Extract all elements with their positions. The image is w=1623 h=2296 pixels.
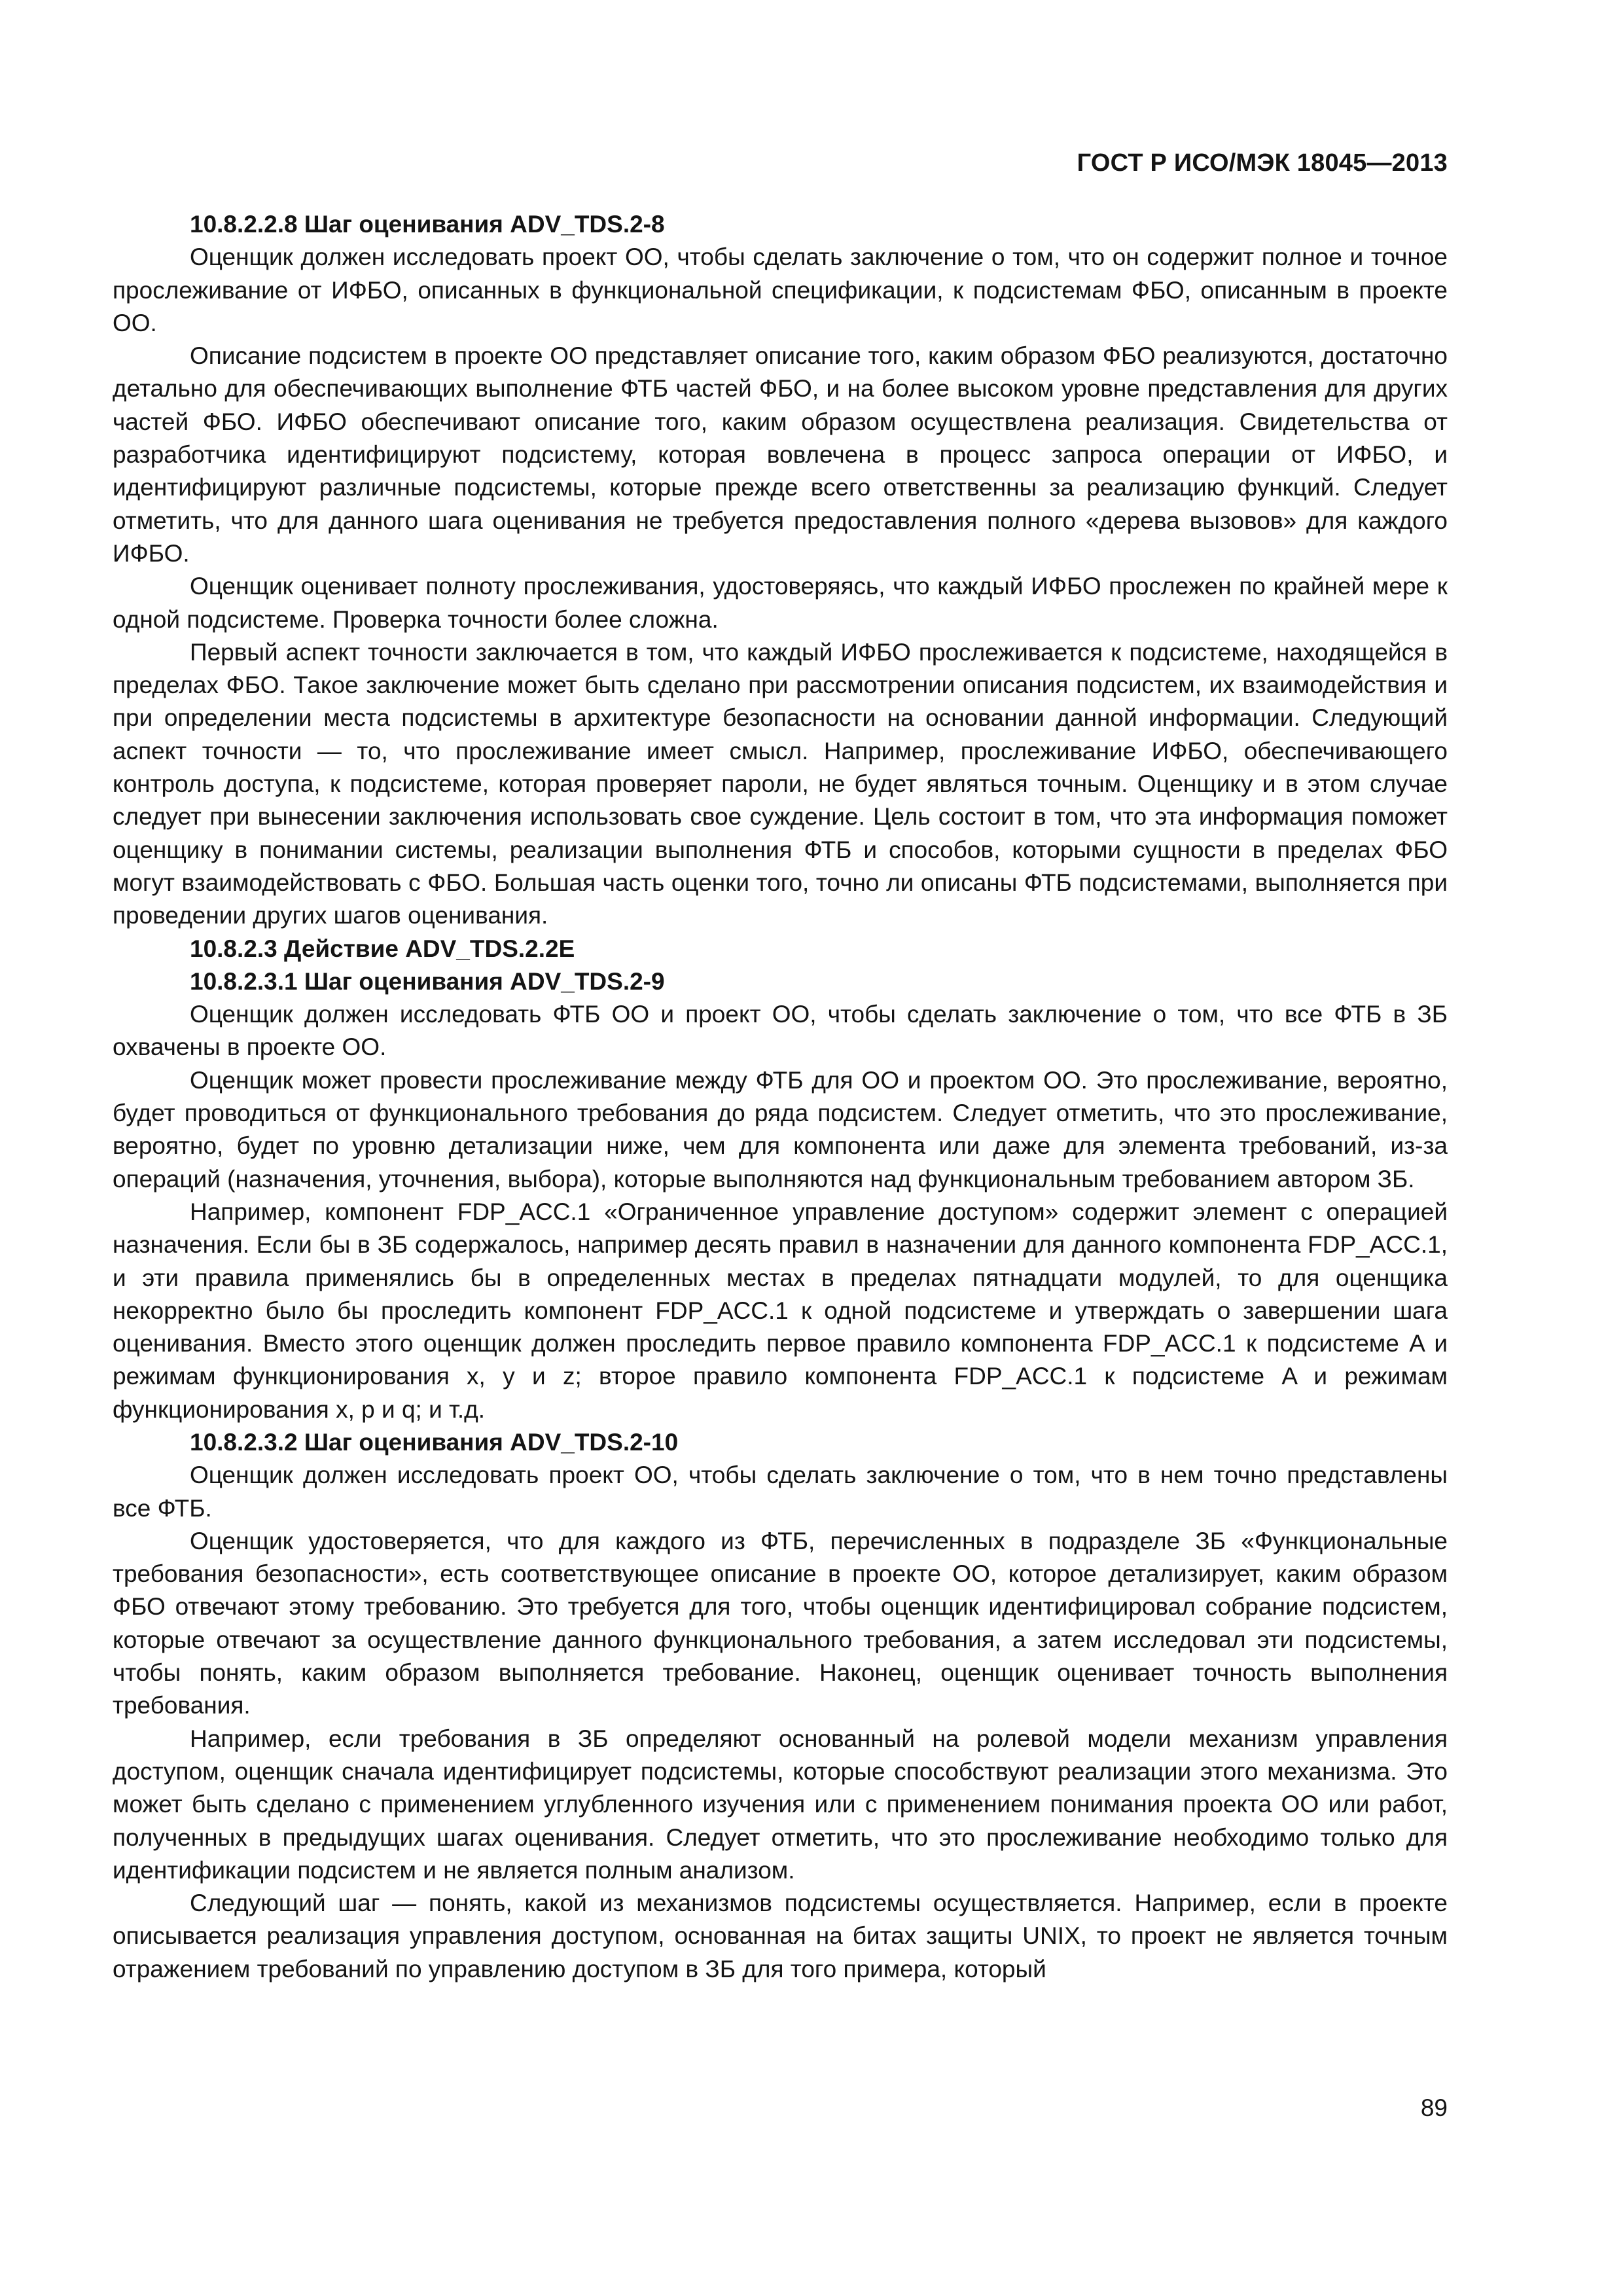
paragraph: Первый аспект точности заключается в том, что каждый ИФБО прослеживается к подсистеме, находящейся в пределах ФБО. Такое заключение может быть сделано при рассмотрении описания подсистем, их взаимодействия и при определении места подсистемы в архитектуре безопасности на основании данной информации. Следующий аспект точности — то, что прослеживание имеет смысл. Например, прослеживание ИФБО, обеспечивающего контроль доступа, к подсистеме, которая проверяет пароли, не будет являться точным. Оценщику и в этом случае следует при вынесении заключения использовать свое суждение. Цель состоит в том, что эта информация поможет оценщику в понимании системы, реализации выполнения ФТБ и способов, которыми сущности в пределах ФБО могут взаимодействовать с ФБО. Большая часть оценки того, точно ли описаны ФТБ подсистемами, выполняется при проведении других шагов оценивания. <box>113 638 1448 929</box>
paragraph: Например, если требования в ЗБ определяют основанный на ролевой модели механизм управления доступом, оценщик сначала идентифицирует подсистемы, которые способствуют реализации этого механизма. Это может быть сделано с применением углубленного изучения или с применением понимания проекта ОО или работ, полученных в предыдущих шагах оценивания. Следует отметить, что это прослеживание необходимо только для идентификации подсистем и не является полным анализом. <box>113 1725 1448 1884</box>
section-heading-10-8-2-3-1: 10.8.2.3.1 Шаг оценивания ADV_TDS.2-9 <box>190 967 665 995</box>
section-heading-10-8-2-2-8: 10.8.2.2.8 Шаг оценивания ADV_TDS.2-8 <box>190 211 665 238</box>
section-heading-10-8-2-3-2: 10.8.2.3.2 Шаг оценивания ADV_TDS.2-10 <box>190 1428 679 1456</box>
paragraph: Описание подсистем в проекте ОО представляет описание того, каким образом ФБО реализуются, достаточно детально для обеспечивающих выполнение ФТБ частей ФБО, и на более высоком уровне представления для других частей ФБО. ИФБО обеспечивают описание того, каким образом осуществлена реализация. Свидетельства от разработчика идентифицируют подсистему, которая вовлечена в процесс запроса операции от ИФБО, и идентифицируют различные подсистемы, которые прежде всего ответственны за реализацию функций. Следует отметить, что для данного шага оценивания не требуется предоставления полного «дерева вызовов» для каждого ИФБО. <box>113 342 1448 567</box>
paragraph: Следующий шаг — понять, какой из механизмов подсистемы осуществляется. Например, если в проекте описывается реализация управления доступом, основанная на битах защиты UNIX, то проект не является точным отражением требований по управлению доступом в ЗБ для того примера, который <box>113 1890 1448 1982</box>
standard-header: ГОСТ Р ИСО/МЭК 18045—2013 <box>1077 149 1448 177</box>
paragraph: Например, компонент FDP_ACC.1 «Ограниченное управление доступом» содержит элемент с операцией назначения. Если бы в ЗБ содержалось, например десять правил в назначении для данного компонента FDP_ACC.1, и эти правила применялись бы в определенных местах в пределах пятнадцати модулей, то для оценщика некорректно было бы проследить компонент FDP_ACC.1 к одной подсистеме и утверждать о завершении шага оценивания. Вместо этого оценщик должен проследить первое правило компонента FDP_ACC.1 к подсистеме A и режимам функционирования x, y и z; второе правило компонента FDP_ACC.1 к подсистеме A и режимам функционирования x, p и q; и т.д. <box>113 1198 1448 1423</box>
section-heading-10-8-2-3: 10.8.2.3 Действие ADV_TDS.2.2E <box>190 935 575 962</box>
document-body <box>113 208 1448 1986</box>
page-number: 89 <box>1420 2094 1448 2121</box>
paragraph: Оценщик оценивает полноту прослеживания, удостоверяясь, что каждый ИФБО прослежен по крайней мере к одной подсистеме. Проверка точности более сложна. <box>113 573 1448 633</box>
paragraph: Оценщик должен исследовать проект ОО, чтобы сделать заключение о том, что он содержит полное и точное прослеживание от ИФБО, описанных в функциональной спецификации, к подсистемам ФБО, описанным в проекте ОО. <box>113 243 1448 336</box>
paragraph: Оценщик удостоверяется, что для каждого из ФТБ, перечисленных в подразделе ЗБ «Функциональные требования безопасности», есть соответствующее описание в проекте ОО, которое детализирует, каким образом ФБО отвечают этому требованию. Это требуется для того, чтобы оценщик идентифицировал собрание подсистем, которые отвечают за осуществление данного функционального требования, а затем исследовал эти подсистемы, чтобы понять, каким образом выполняется требование. Наконец, оценщик оценивает точность выполнения требования. <box>113 1527 1448 1719</box>
paragraph: Оценщик может провести прослеживание между ФТБ для ОО и проектом ОО. Это прослеживание, вероятно, будет проводиться от функционального требования до ряда подсистем. Следует отметить, что это прослеживание, вероятно, будет по уровню детализации ниже, чем для компонента или даже для элемента требований, из-за операций (назначения, уточнения, выбора), которые выполняются над функциональным требованием автором ЗБ. <box>113 1066 1448 1193</box>
paragraph: Оценщик должен исследовать ФТБ ОО и проект ОО, чтобы сделать заключение о том, что все ФТБ в ЗБ охвачены в проекте ОО. <box>113 1001 1448 1061</box>
paragraph: Оценщик должен исследовать проект ОО, чтобы сделать заключение о том, что в нем точно представлены все ФТБ. <box>113 1462 1448 1522</box>
